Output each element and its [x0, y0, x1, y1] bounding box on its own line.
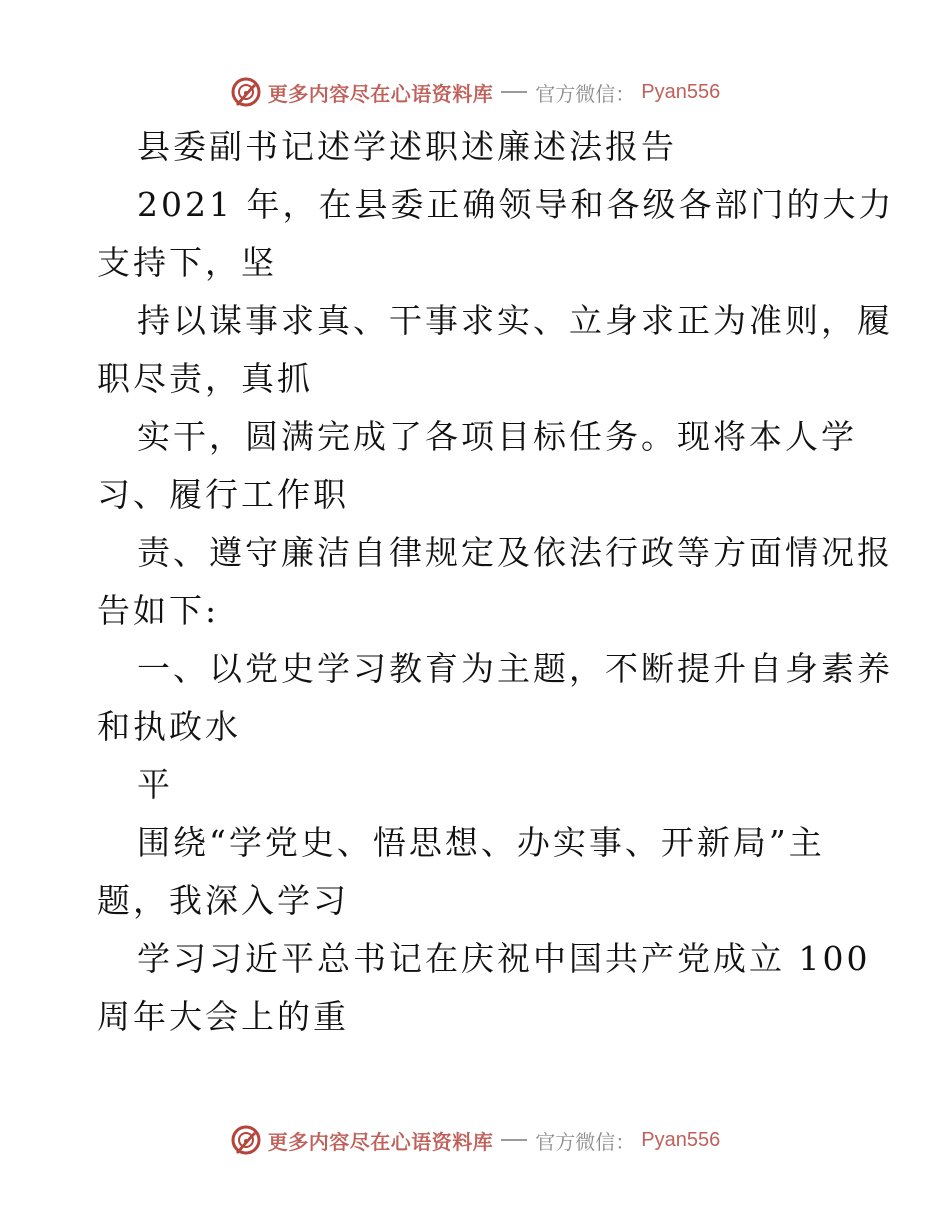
- watermark-wechat-id: Pyan556: [641, 80, 721, 103]
- paragraph-line: 学习习近平总书记在庆祝中国共产党成立 100: [137, 939, 871, 978]
- paragraph-line: 告如下:: [97, 591, 220, 630]
- pen-logo-icon: [230, 76, 262, 108]
- paragraph-line: 2021 年，在县委正确领导和各级各部门的大力: [137, 185, 895, 224]
- watermark-official-label: 官方微信：: [535, 1129, 636, 1154]
- watermark-official-label: 官方微信：: [535, 81, 636, 106]
- watermark-text: 更多内容尽在心语资料库: [267, 1129, 494, 1154]
- watermark-text: 更多内容尽在心语资料库: [267, 81, 494, 106]
- watermark-dash: [501, 1139, 527, 1141]
- section-heading-line: 一、以党史学习教育为主题，不断提升自身素养: [137, 649, 893, 688]
- paragraph-line: 持以谋事求真、干事求实、立身求正为准则，履: [137, 301, 893, 340]
- watermark-wechat-id: Pyan556: [641, 1128, 721, 1151]
- paragraph-line: 周年大会上的重: [97, 997, 349, 1036]
- paragraph-line: 实干，圆满完成了各项目标任务。现将本人学: [137, 417, 857, 456]
- section-heading-line: 平: [137, 765, 173, 804]
- header-watermark: [0, 72, 950, 112]
- document-title: 县委副书记述学述职述廉述法报告: [137, 127, 677, 166]
- section-heading-line: 和执政水: [97, 707, 241, 746]
- paragraph-line: 围绕“学党史、悟思想、办实事、开新局”主: [137, 823, 825, 862]
- footer-watermark: [0, 1120, 950, 1160]
- paragraph-line: 题，我深入学习: [97, 881, 349, 920]
- pen-logo-icon: [230, 1124, 262, 1156]
- paragraph-line: 职尽责，真抓: [97, 359, 313, 398]
- paragraph-line: 责、遵守廉洁自律规定及依法行政等方面情况报: [137, 533, 893, 572]
- watermark-dash: [501, 91, 527, 93]
- paragraph-line: 支持下，坚: [97, 243, 277, 282]
- paragraph-line: 习、履行工作职: [97, 475, 349, 514]
